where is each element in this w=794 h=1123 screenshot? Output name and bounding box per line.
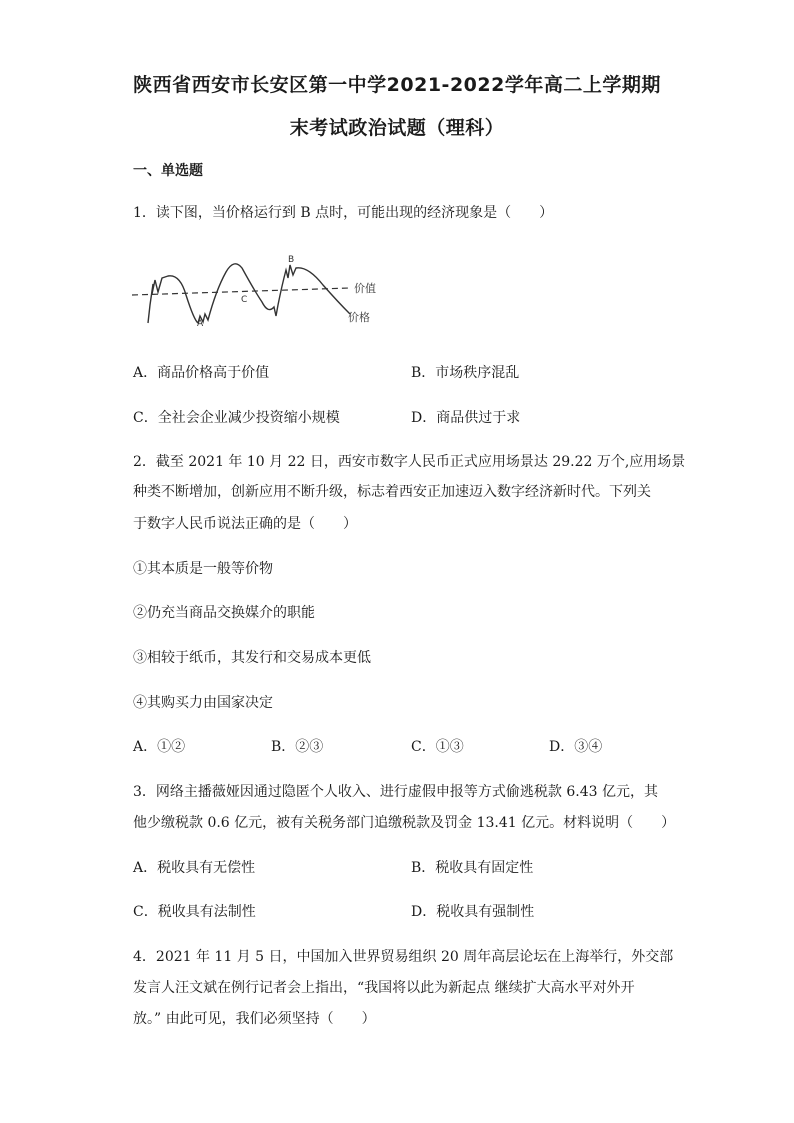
section-heading: 一、单选题 bbox=[133, 163, 203, 179]
q2-statement-3: ③相较于纸币，其发行和交易成本更低 bbox=[133, 650, 371, 666]
q2-option-a[interactable]: A．①② bbox=[133, 739, 186, 755]
exam-title-line-1: 陕西省西安市长安区第一中学2021-2022学年高二上学期期 bbox=[133, 74, 661, 96]
q1-price-value-figure bbox=[128, 250, 388, 335]
point-c-label: C bbox=[241, 295, 248, 305]
q2-statement-4: ④其购买力由国家决定 bbox=[133, 695, 273, 711]
q2-stem-line-3: 于数字人民币说法正确的是（ ） bbox=[133, 516, 357, 532]
q2-option-c[interactable]: C．①③ bbox=[411, 739, 464, 755]
q2-stem-line-1: 2．截至 2021 年 10 月 22 日，西安市数字人民币正式应用场景达 29.22 万个,应用场景 bbox=[133, 454, 686, 470]
q4-stem-line-1: 4．2021 年 11 月 5 日，中国加入世界贸易组织 20 周年高层论坛在上海举行，外交部 bbox=[133, 949, 674, 965]
q4-stem-line-2: 发言人汪文斌在例行记者会上指出，“我国将以此为新起点 继续扩大高水平对外开 bbox=[133, 980, 635, 996]
q2-statement-1: ①其本质是一般等价物 bbox=[133, 561, 273, 577]
q4-stem-line-3: 放。” 由此可见，我们必须坚持（ ） bbox=[133, 1011, 376, 1027]
price-curve bbox=[148, 264, 350, 323]
q3-option-d[interactable]: D．税收具有强制性 bbox=[411, 904, 535, 920]
q3-stem-line-1: 3．网络主播薇娅因通过隐匿个人收入、进行虚假申报等方式偷逃税款 6.43 亿元，其 bbox=[133, 784, 658, 800]
q2-option-b[interactable]: B．②③ bbox=[271, 739, 324, 755]
q3-option-c[interactable]: C．税收具有法制性 bbox=[133, 904, 256, 920]
q1-option-b[interactable]: B．市场秩序混乱 bbox=[411, 365, 520, 381]
q1-option-d[interactable]: D．商品供过于求 bbox=[411, 410, 521, 426]
q1-option-a[interactable]: A．商品价格高于价值 bbox=[133, 365, 270, 381]
q3-stem-line-2: 他少缴税款 0.6 亿元，被有关税务部门追缴税款及罚金 13.41 亿元。材料说明（ ） bbox=[133, 815, 676, 831]
price-curve-label: 价格 bbox=[348, 311, 370, 324]
q3-option-b[interactable]: B．税收具有固定性 bbox=[411, 860, 534, 876]
q2-stem-line-2: 种类不断增加，创新应用不断升级，标志着西安正加速迈入数字经济新时代。下列关 bbox=[133, 484, 651, 500]
point-a-label: A bbox=[197, 319, 204, 329]
q2-statement-2: ②仍充当商品交换媒介的职能 bbox=[133, 605, 315, 621]
q1-option-c[interactable]: C．全社会企业减少投资缩小规模 bbox=[133, 410, 340, 426]
value-line-label: 价值 bbox=[354, 282, 376, 295]
point-b-label: B bbox=[288, 255, 295, 265]
q1-stem: 1．读下图，当价格运行到 B 点时，可能出现的经济现象是（ ） bbox=[133, 205, 554, 221]
q2-option-d[interactable]: D．③④ bbox=[549, 739, 603, 755]
value-line bbox=[132, 288, 350, 295]
q3-option-a[interactable]: A．税收具有无偿性 bbox=[133, 860, 256, 876]
exam-title-line-2: 末考试政治试题（理科） bbox=[289, 117, 505, 139]
